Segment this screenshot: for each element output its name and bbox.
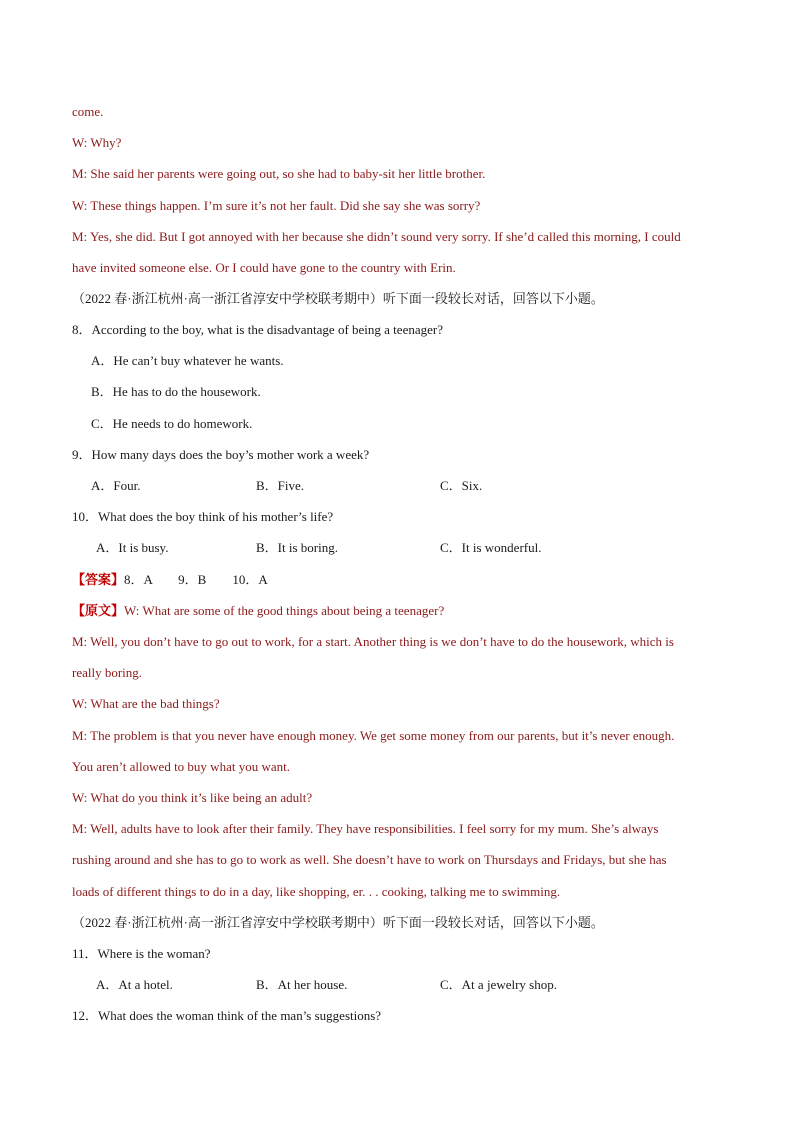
answer-tag: 【答案】	[72, 572, 125, 587]
option-a: A．At a hotel.	[96, 977, 173, 992]
transcript-line: W: What do you think it’s like being an adult?	[72, 790, 313, 805]
transcript-line: rushing around and she has to go to work as well. She doesn’t have to work on Thursdays and Fridays, but she has	[72, 852, 667, 867]
option-c: C．He needs to do homework.	[91, 416, 253, 431]
transcript-line: really boring.	[72, 665, 143, 680]
transcript-line: M: Well, adults have to look after their family. They have responsibilities. I feel sorry for my mum. She’s always	[72, 821, 659, 836]
option-b: B．It is boring.	[256, 540, 338, 555]
transcript-line: W: What are the bad things?	[72, 696, 220, 711]
question-stem: 11．Where is the woman?	[72, 946, 211, 961]
option-b: B．Five.	[256, 478, 305, 493]
question-stem: 8．According to the boy, what is the disadvantage of being a teenager?	[72, 322, 443, 337]
transcript-line: W: These things happen. I’m sure it’s not her fault. Did she say she was sorry?	[72, 198, 481, 213]
option-a: A．He can’t buy whatever he wants.	[91, 353, 284, 368]
option-b: B．He has to do the housework.	[91, 384, 261, 399]
transcript-line: have invited someone else. Or I could have gone to the country with Erin.	[72, 260, 456, 275]
transcript-line: M: Well, you don’t have to go out to work, for a start. Another thing is we don’t have to do the housework, which is	[72, 634, 674, 649]
option-c: C．At a jewelry shop.	[440, 977, 557, 992]
original-tag: 【原文】	[72, 603, 125, 618]
option-a: A．Four.	[91, 478, 141, 493]
question-stem: 9．How many days does the boy’s mother work a week?	[72, 447, 370, 462]
answer-line	[72, 572, 268, 588]
option-c: C．Six.	[440, 478, 483, 493]
transcript-line: M: Yes, she did. But I got annoyed with her because she didn’t sound very sorry. If she’d called this morning, I could	[72, 229, 681, 244]
transcript-line: W: Why?	[72, 135, 122, 150]
section-source: （2022 春·浙江杭州·高一浙江省淳安中学校联考期中）听下面一段较长对话，回答以下小题。	[72, 915, 604, 930]
option-a: A．It is busy.	[96, 540, 169, 555]
transcript-line: W: What are some of the good things about being a teenager?	[124, 603, 445, 618]
transcript-line: You aren’t allowed to buy what you want.	[72, 759, 290, 774]
original-line	[72, 603, 444, 619]
transcript-line: loads of different things to do in a day, like shopping, er. . . cooking, talking me to swimming.	[72, 884, 561, 899]
transcript-line: M: She said her parents were going out, so she had to baby-sit her little brother.	[72, 166, 486, 181]
question-stem: 10．What does the boy think of his mother’s life?	[72, 509, 334, 524]
option-c: C．It is wonderful.	[440, 540, 542, 555]
question-stem: 12．What does the woman think of the man’s suggestions?	[72, 1008, 382, 1023]
transcript-line: come.	[72, 104, 104, 119]
option-b: B．At her house.	[256, 977, 348, 992]
transcript-line: M: The problem is that you never have enough money. We get some money from our parents, but it’s never enough.	[72, 728, 675, 743]
answer-text: 8．A 9．B 10．A	[124, 572, 268, 587]
section-source: （2022 春·浙江杭州·高一浙江省淳安中学校联考期中）听下面一段较长对话，回答以下小题。	[72, 291, 604, 306]
